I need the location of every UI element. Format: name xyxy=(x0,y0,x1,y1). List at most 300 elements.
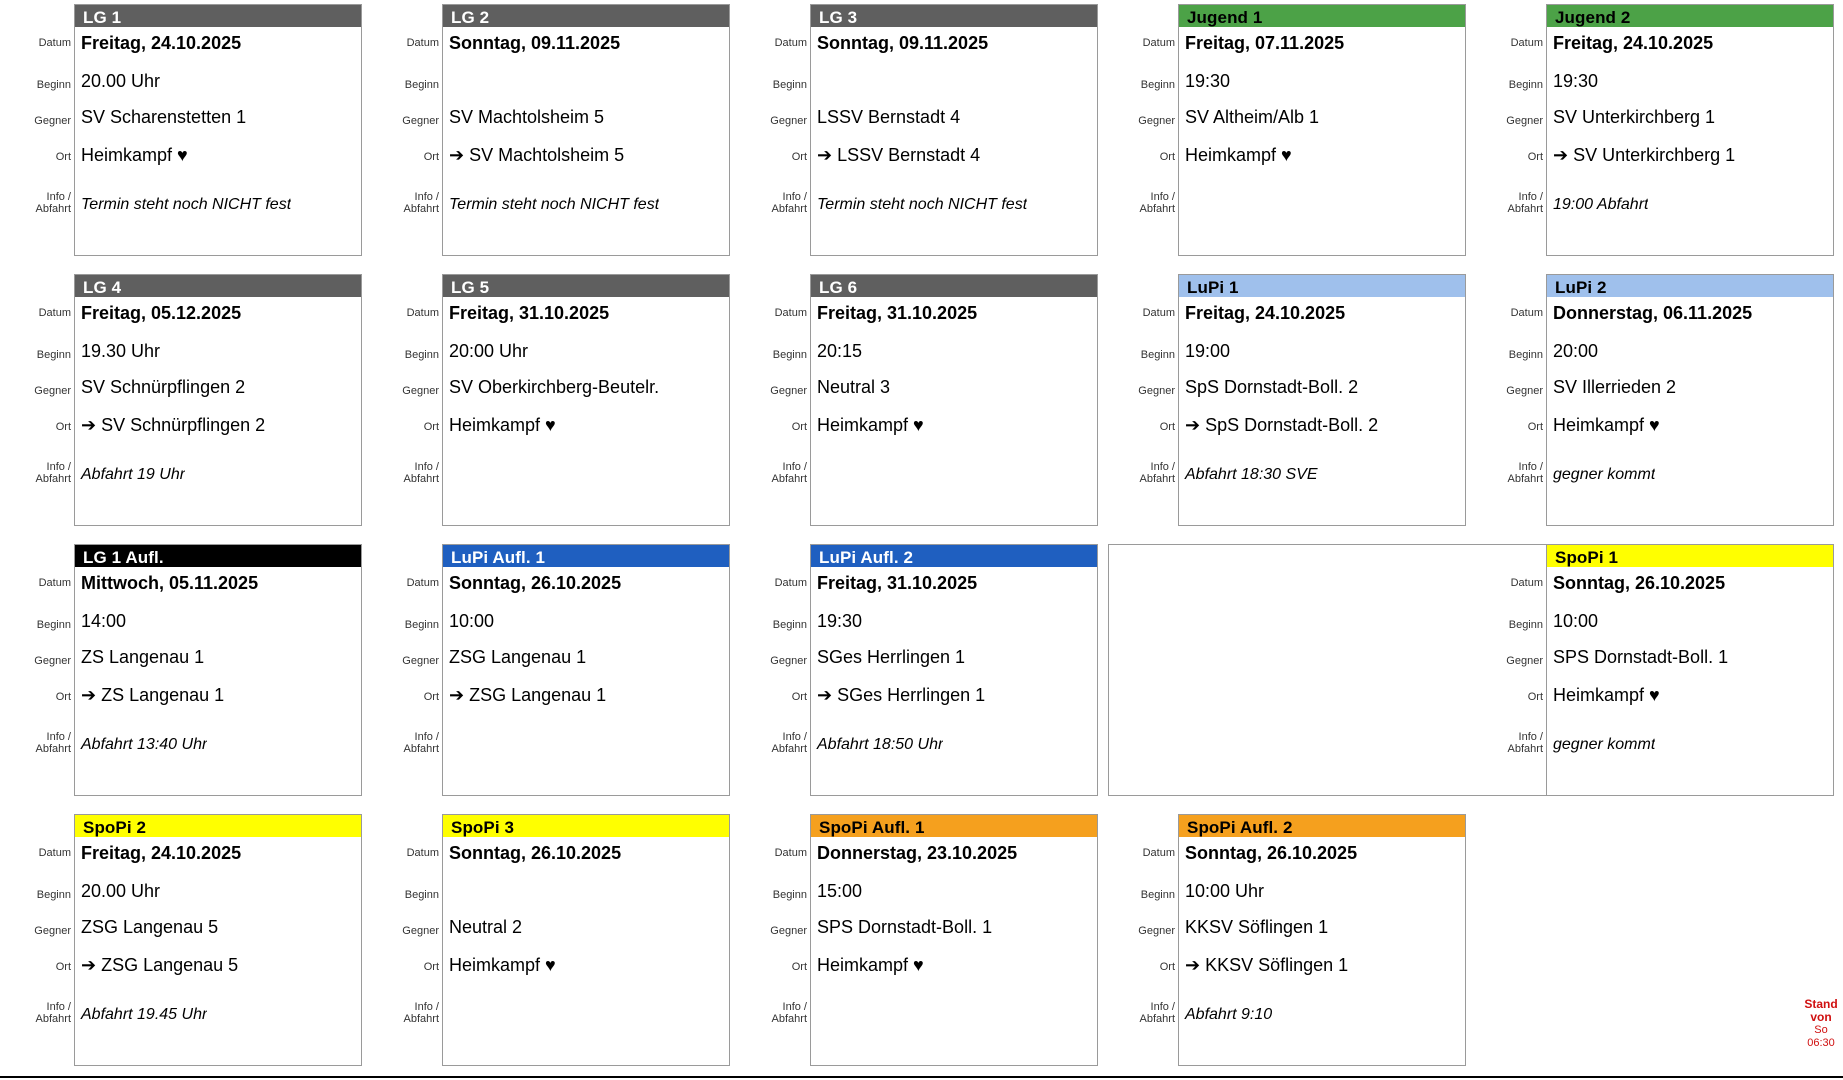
field-info-label xyxy=(743,461,807,485)
field-datum xyxy=(774,567,1097,609)
field-datum-label: Datum xyxy=(774,37,807,49)
field-info-value: Abfahrt 18:50 Uhr xyxy=(817,736,944,753)
field-datum-label: Datum xyxy=(1142,847,1175,859)
field-datum xyxy=(406,27,729,69)
field-ort xyxy=(1159,141,1465,187)
match-card-fields xyxy=(770,567,1097,795)
field-beginn xyxy=(1508,69,1833,105)
field-ort-label: Ort xyxy=(791,691,807,703)
field-info-label xyxy=(375,461,439,485)
field-gegner-value: SPS Dornstadt-Boll. 1 xyxy=(817,917,993,937)
info-label-line2: Abfahrt xyxy=(771,743,807,755)
field-gegner-label: Gegner xyxy=(402,655,439,667)
field-datum xyxy=(406,837,729,879)
field-info xyxy=(1139,187,1465,255)
info-label-line2: Abfahrt xyxy=(1139,1013,1175,1025)
field-datum xyxy=(38,837,361,879)
field-ort-value: ➔ SpS Dornstadt-Boll. 2 xyxy=(1185,415,1379,435)
field-beginn-value: 19:30 xyxy=(1185,71,1231,91)
field-beginn-label: Beginn xyxy=(1508,79,1543,91)
field-ort xyxy=(423,681,729,727)
field-ort xyxy=(791,411,1097,457)
field-info xyxy=(403,457,729,525)
match-card-fields xyxy=(34,27,361,255)
field-gegner-value: Neutral 3 xyxy=(817,377,891,397)
field-beginn-label: Beginn xyxy=(772,889,807,901)
field-beginn-label: Beginn xyxy=(772,349,807,361)
field-info xyxy=(35,997,361,1065)
match-card-cell xyxy=(736,0,1104,270)
match-card-cell xyxy=(1104,270,1472,540)
field-ort-label: Ort xyxy=(1527,691,1543,703)
info-label-line2: Abfahrt xyxy=(403,1013,439,1025)
field-gegner-value: ZSG Langenau 5 xyxy=(81,917,219,937)
field-gegner-value: Neutral 2 xyxy=(449,917,523,937)
stand-line-1: Stand xyxy=(1804,997,1838,1011)
match-card-title: LG 4 xyxy=(75,275,361,297)
match-card-fields xyxy=(1138,837,1465,1065)
match-card xyxy=(402,544,730,796)
field-ort-value: ➔ SV Machtolsheim 5 xyxy=(449,145,625,165)
field-beginn-label: Beginn xyxy=(36,619,71,631)
match-card-fields xyxy=(402,837,729,1065)
field-beginn-value: 10:00 xyxy=(449,611,495,631)
field-ort xyxy=(55,141,361,187)
match-card-cell xyxy=(1104,810,1472,1080)
field-ort-label: Ort xyxy=(423,691,439,703)
field-info xyxy=(35,457,361,525)
field-gegner xyxy=(1506,375,1833,411)
stand-line-4: 06:30 xyxy=(1807,1037,1835,1049)
field-gegner xyxy=(402,105,729,141)
field-beginn-label: Beginn xyxy=(404,619,439,631)
field-info-label xyxy=(743,1001,807,1025)
field-beginn xyxy=(1140,69,1465,105)
field-gegner-label: Gegner xyxy=(1138,385,1175,397)
field-gegner-value: LSSV Bernstadt 4 xyxy=(817,107,961,127)
field-beginn-value: 19:30 xyxy=(1553,71,1599,91)
field-info xyxy=(771,457,1097,525)
field-beginn xyxy=(404,609,729,645)
info-label-line2: Abfahrt xyxy=(403,473,439,485)
field-info xyxy=(403,187,729,255)
match-card-cell xyxy=(368,810,736,1080)
match-card xyxy=(1138,4,1466,256)
field-datum-label: Datum xyxy=(774,847,807,859)
field-info xyxy=(1139,457,1465,525)
field-gegner xyxy=(1506,645,1833,681)
field-ort-label: Ort xyxy=(55,691,71,703)
field-info-label xyxy=(375,1001,439,1025)
field-beginn-value: 10:00 Uhr xyxy=(1185,881,1265,901)
info-label-line2: Abfahrt xyxy=(1507,743,1543,755)
field-gegner-value: SV Unterkirchberg 1 xyxy=(1553,107,1716,127)
field-ort-value: Heimkampf ♥ xyxy=(449,415,556,435)
field-ort xyxy=(791,681,1097,727)
field-info-label xyxy=(375,191,439,215)
field-ort-value: ➔ LSSV Bernstadt 4 xyxy=(817,145,981,165)
match-card xyxy=(770,544,1098,796)
field-datum xyxy=(774,837,1097,879)
match-card-cell xyxy=(1472,0,1840,270)
match-card-title: LG 1 Aufl. xyxy=(75,545,361,567)
match-card-cell xyxy=(368,0,736,270)
field-beginn-label: Beginn xyxy=(36,349,71,361)
match-card-cell xyxy=(1472,540,1840,810)
field-gegner xyxy=(402,645,729,681)
match-card xyxy=(34,814,362,1066)
match-card xyxy=(34,274,362,526)
field-ort xyxy=(1159,411,1465,457)
field-datum-label: Datum xyxy=(38,37,71,49)
match-card xyxy=(1138,274,1466,526)
match-card xyxy=(770,274,1098,526)
match-card-fields xyxy=(1138,27,1465,255)
field-ort-value: Heimkampf ♥ xyxy=(81,145,188,165)
match-card-cell xyxy=(1104,540,1472,810)
info-label-line1: Info / xyxy=(46,191,71,203)
match-card-cell xyxy=(736,540,1104,810)
field-gegner xyxy=(402,375,729,411)
field-gegner xyxy=(1138,105,1465,141)
field-gegner-label: Gegner xyxy=(34,115,71,127)
info-label-line1: Info / xyxy=(1150,461,1175,473)
match-card-cell xyxy=(1104,0,1472,270)
match-card xyxy=(1138,814,1466,1066)
info-label-line2: Abfahrt xyxy=(35,473,71,485)
field-datum-value: Freitag, 24.10.2025 xyxy=(1185,303,1346,323)
field-info-label xyxy=(1111,461,1175,485)
match-card-title: LG 3 xyxy=(811,5,1097,27)
field-info-label xyxy=(7,731,71,755)
match-card-title: Jugend 1 xyxy=(1179,5,1465,27)
field-ort xyxy=(1527,681,1833,727)
field-beginn-label: Beginn xyxy=(1508,349,1543,361)
field-datum-value: Sonntag, 09.11.2025 xyxy=(449,33,621,53)
field-gegner-label: Gegner xyxy=(34,925,71,937)
info-label-line1: Info / xyxy=(782,1001,807,1013)
field-gegner-label: Gegner xyxy=(1506,655,1543,667)
field-gegner-value: SV Illerrieden 2 xyxy=(1553,377,1677,397)
field-beginn-label: Beginn xyxy=(36,79,71,91)
info-label-line1: Info / xyxy=(46,461,71,473)
field-info-label xyxy=(375,731,439,755)
field-info xyxy=(1507,457,1833,525)
field-beginn-value: 20.00 Uhr xyxy=(81,71,161,91)
field-ort-value: ➔ SV Schnürpflingen 2 xyxy=(81,415,266,435)
field-gegner xyxy=(34,915,361,951)
field-datum-label: Datum xyxy=(774,577,807,589)
field-beginn xyxy=(404,69,729,105)
field-ort-label: Ort xyxy=(791,151,807,163)
info-label-line2: Abfahrt xyxy=(35,743,71,755)
field-ort-label: Ort xyxy=(1527,421,1543,433)
field-ort-label: Ort xyxy=(55,421,71,433)
field-beginn xyxy=(36,879,361,915)
info-label-line1: Info / xyxy=(46,1001,71,1013)
field-ort-label: Ort xyxy=(791,421,807,433)
match-card xyxy=(34,4,362,256)
field-datum-value: Freitag, 24.10.2025 xyxy=(81,843,242,863)
match-card-cell xyxy=(0,540,368,810)
info-label-line2: Abfahrt xyxy=(35,1013,71,1025)
info-label-line1: Info / xyxy=(1518,191,1543,203)
field-datum-value: Freitag, 05.12.2025 xyxy=(81,303,242,323)
field-info-value: Abfahrt 19.45 Uhr xyxy=(81,1006,208,1023)
field-ort xyxy=(791,951,1097,997)
match-card-title: SpoPi 2 xyxy=(75,815,361,837)
match-card-fields xyxy=(34,837,361,1065)
info-label-line2: Abfahrt xyxy=(403,203,439,215)
field-datum-label: Datum xyxy=(774,307,807,319)
field-datum xyxy=(38,297,361,339)
field-datum-label: Datum xyxy=(1510,577,1543,589)
field-datum xyxy=(1142,837,1465,879)
info-label-line1: Info / xyxy=(414,731,439,743)
field-ort xyxy=(55,951,361,997)
info-label-line1: Info / xyxy=(1150,191,1175,203)
field-datum-label: Datum xyxy=(1142,37,1175,49)
field-datum-value: Freitag, 24.10.2025 xyxy=(1553,33,1714,53)
match-card-fields xyxy=(1506,27,1833,255)
field-gegner xyxy=(770,105,1097,141)
field-gegner xyxy=(34,105,361,141)
field-ort-value: ➔ ZSG Langenau 1 xyxy=(449,685,607,705)
field-info xyxy=(1139,997,1465,1065)
field-ort xyxy=(423,411,729,457)
match-card-title: SpoPi Aufl. 2 xyxy=(1179,815,1465,837)
field-datum-label: Datum xyxy=(38,577,71,589)
field-beginn-value: 20:00 xyxy=(1553,341,1599,361)
field-gegner-label: Gegner xyxy=(1138,115,1175,127)
stand-line-2: von xyxy=(1810,1010,1832,1024)
field-info-label xyxy=(1111,191,1175,215)
info-label-line2: Abfahrt xyxy=(403,743,439,755)
field-gegner xyxy=(770,645,1097,681)
field-beginn-value: 20.00 Uhr xyxy=(81,881,161,901)
field-ort xyxy=(55,681,361,727)
match-card-title: LuPi Aufl. 2 xyxy=(811,545,1097,567)
match-card-fields xyxy=(770,837,1097,1065)
match-card-title: SpoPi Aufl. 1 xyxy=(811,815,1097,837)
field-gegner-value: SV Schnürpflingen 2 xyxy=(81,377,246,397)
match-card-title: LuPi 2 xyxy=(1547,275,1833,297)
field-info-label xyxy=(1479,461,1543,485)
field-gegner xyxy=(770,375,1097,411)
info-label-line1: Info / xyxy=(782,731,807,743)
field-beginn-label: Beginn xyxy=(1140,79,1175,91)
match-card-fields xyxy=(402,567,729,795)
field-ort-value: Heimkampf ♥ xyxy=(817,955,924,975)
field-datum xyxy=(774,27,1097,69)
field-info-value: Abfahrt 9:10 xyxy=(1185,1006,1273,1023)
field-ort-label: Ort xyxy=(423,421,439,433)
field-info xyxy=(403,997,729,1065)
field-ort-label: Ort xyxy=(1159,421,1175,433)
field-beginn xyxy=(772,339,1097,375)
field-gegner-label: Gegner xyxy=(770,385,807,397)
match-card xyxy=(1506,274,1834,526)
field-gegner-label: Gegner xyxy=(1506,115,1543,127)
info-label-line1: Info / xyxy=(1150,1001,1175,1013)
match-card-title: LG 5 xyxy=(443,275,729,297)
match-card-title: SpoPi 1 xyxy=(1547,545,1833,567)
field-gegner-value: ZSG Langenau 1 xyxy=(449,647,587,667)
match-card-title: LuPi Aufl. 1 xyxy=(443,545,729,567)
field-gegner xyxy=(34,375,361,411)
field-info-label xyxy=(7,191,71,215)
field-info-value: 19:00 Abfahrt xyxy=(1553,196,1649,213)
match-card-fields xyxy=(1506,297,1833,525)
field-gegner-label: Gegner xyxy=(402,925,439,937)
info-label-line2: Abfahrt xyxy=(1139,473,1175,485)
match-card xyxy=(770,814,1098,1066)
field-ort-label: Ort xyxy=(55,961,71,973)
field-info-value: Termin steht noch NICHT fest xyxy=(449,196,660,213)
field-datum-label: Datum xyxy=(1142,307,1175,319)
field-datum-value: Sonntag, 09.11.2025 xyxy=(817,33,989,53)
field-ort-label: Ort xyxy=(423,961,439,973)
field-gegner-label: Gegner xyxy=(402,385,439,397)
field-beginn-label: Beginn xyxy=(772,79,807,91)
field-beginn-value: 20:15 xyxy=(817,341,863,361)
match-card-title: LG 6 xyxy=(811,275,1097,297)
field-datum-label: Datum xyxy=(406,577,439,589)
match-card-cell xyxy=(0,270,368,540)
field-gegner-label: Gegner xyxy=(770,115,807,127)
field-info-value: Termin steht noch NICHT fest xyxy=(817,196,1028,213)
field-ort-label: Ort xyxy=(55,151,71,163)
field-ort-label: Ort xyxy=(1159,151,1175,163)
field-datum xyxy=(406,567,729,609)
match-card xyxy=(402,4,730,256)
field-gegner xyxy=(402,915,729,951)
field-info-value: Termin steht noch NICHT fest xyxy=(81,196,292,213)
field-ort xyxy=(791,141,1097,187)
field-beginn-value: 10:00 xyxy=(1553,611,1599,631)
field-gegner xyxy=(1138,375,1465,411)
field-beginn xyxy=(772,609,1097,645)
field-gegner-value: KKSV Söflingen 1 xyxy=(1185,917,1329,937)
info-label-line2: Abfahrt xyxy=(771,473,807,485)
match-card-title: SpoPi 3 xyxy=(443,815,729,837)
match-card-cell xyxy=(368,270,736,540)
field-datum-label: Datum xyxy=(1510,307,1543,319)
info-label-line1: Info / xyxy=(46,731,71,743)
match-card xyxy=(1506,544,1834,796)
field-datum xyxy=(38,27,361,69)
match-card xyxy=(402,274,730,526)
match-card-fields xyxy=(1506,567,1833,795)
status-stamp xyxy=(1801,998,1841,1050)
field-ort xyxy=(423,141,729,187)
field-gegner-value: SpS Dornstadt-Boll. 2 xyxy=(1185,377,1359,397)
field-beginn-value: 15:00 xyxy=(817,881,863,901)
field-beginn-label: Beginn xyxy=(772,619,807,631)
field-gegner xyxy=(1138,915,1465,951)
field-datum xyxy=(1142,297,1465,339)
field-ort-value: ➔ KKSV Söflingen 1 xyxy=(1185,955,1349,975)
field-gegner-value: SV Oberkirchberg-Beutelr. xyxy=(449,377,660,397)
field-info-value: Abfahrt 18:30 SVE xyxy=(1185,466,1318,483)
field-beginn-label: Beginn xyxy=(1140,889,1175,901)
field-datum-value: Freitag, 07.11.2025 xyxy=(1185,33,1345,53)
stand-line-3: So xyxy=(1814,1024,1828,1036)
field-beginn-value: 14:00 xyxy=(81,611,127,631)
info-label-line1: Info / xyxy=(1518,731,1543,743)
field-ort-value: Heimkampf ♥ xyxy=(1553,685,1660,705)
field-datum xyxy=(38,567,361,609)
field-beginn-label: Beginn xyxy=(1508,619,1543,631)
field-ort xyxy=(1159,951,1465,997)
field-datum-value: Freitag, 31.10.2025 xyxy=(449,303,610,323)
info-label-line1: Info / xyxy=(1518,461,1543,473)
field-datum-label: Datum xyxy=(406,847,439,859)
bottom-divider xyxy=(0,1076,1843,1078)
field-info xyxy=(1507,727,1833,795)
field-info-value: Abfahrt 19 Uhr xyxy=(81,466,186,483)
field-ort-value: ➔ SGes Herrlingen 1 xyxy=(817,685,986,705)
field-datum-label: Datum xyxy=(1510,37,1543,49)
match-card-fields xyxy=(34,297,361,525)
match-card-title: LG 2 xyxy=(443,5,729,27)
field-ort-value: ➔ SV Unterkirchberg 1 xyxy=(1553,145,1736,165)
info-label-line1: Info / xyxy=(414,1001,439,1013)
match-card-fields xyxy=(402,297,729,525)
field-ort-label: Ort xyxy=(423,151,439,163)
info-label-line1: Info / xyxy=(414,191,439,203)
field-datum-value: Freitag, 31.10.2025 xyxy=(817,573,978,593)
field-info xyxy=(35,727,361,795)
field-info xyxy=(771,727,1097,795)
field-datum-value: Sonntag, 26.10.2025 xyxy=(449,573,622,593)
match-card-cell xyxy=(0,0,368,270)
field-info-value: Abfahrt 13:40 Uhr xyxy=(81,736,208,753)
field-gegner-label: Gegner xyxy=(34,655,71,667)
field-info xyxy=(771,187,1097,255)
info-label-line2: Abfahrt xyxy=(1507,203,1543,215)
field-datum xyxy=(774,297,1097,339)
field-ort-label: Ort xyxy=(1527,151,1543,163)
field-gegner-label: Gegner xyxy=(1506,385,1543,397)
field-gegner xyxy=(34,645,361,681)
info-label-line2: Abfahrt xyxy=(1139,203,1175,215)
match-card-cell xyxy=(736,810,1104,1080)
field-info-label xyxy=(1479,731,1543,755)
field-datum-value: Donnerstag, 23.10.2025 xyxy=(817,843,1018,863)
field-info-value: gegner kommt xyxy=(1553,466,1656,483)
field-ort-value: Heimkampf ♥ xyxy=(1185,145,1292,165)
field-beginn xyxy=(1508,339,1833,375)
field-beginn xyxy=(772,879,1097,915)
match-card-fields xyxy=(770,27,1097,255)
field-datum-label: Datum xyxy=(38,847,71,859)
info-label-line1: Info / xyxy=(782,461,807,473)
match-card-title: LuPi 1 xyxy=(1179,275,1465,297)
info-label-line2: Abfahrt xyxy=(35,203,71,215)
field-beginn xyxy=(404,879,729,915)
match-card-fields xyxy=(402,27,729,255)
field-datum-label: Datum xyxy=(38,307,71,319)
field-ort-label: Ort xyxy=(1159,961,1175,973)
field-info xyxy=(771,997,1097,1065)
field-ort-value: Heimkampf ♥ xyxy=(817,415,924,435)
field-datum-label: Datum xyxy=(406,37,439,49)
field-beginn-label: Beginn xyxy=(1140,349,1175,361)
field-beginn xyxy=(404,339,729,375)
field-beginn-value: 19.30 Uhr xyxy=(81,341,161,361)
match-card-cell xyxy=(368,540,736,810)
